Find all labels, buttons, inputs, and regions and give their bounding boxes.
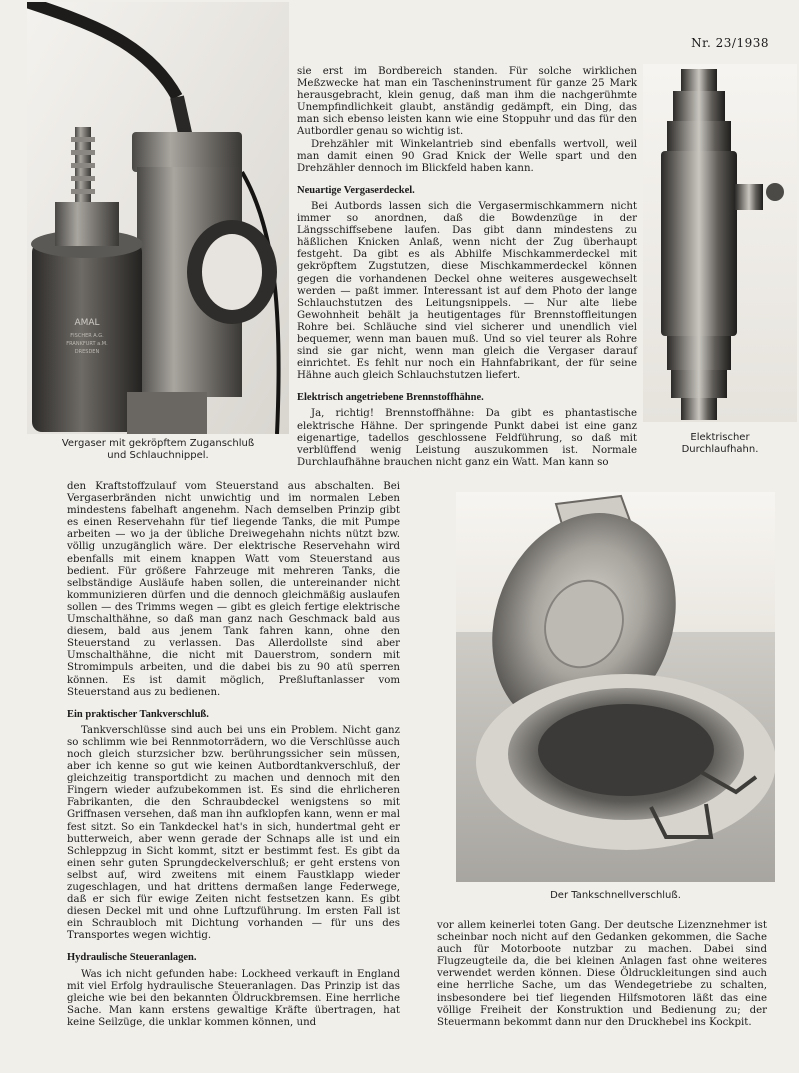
faucet-caption-line-1: Elektrischer — [690, 432, 750, 443]
faucet-photo — [643, 64, 797, 422]
paragraph-brennstoffhaehne: Ja, richtig! Brennstoffhähne: Da gibt es phantastische elektrische Hähne. Der springende Punkt dabei ist eine ganz eigenartige, tadellos geschlossene Feldführung, so daß mit verblüffend wenig Leistung auszukommen ist. Normale Durchlaufhähne brauchen nicht ganz ein Watt. Man kann so — [297, 408, 637, 468]
carburetor-photo — [27, 2, 289, 434]
bowl-label-3: FRANKFURT a.M. — [66, 341, 108, 347]
paragraph-tankverschluss: Tankverschlüsse sind auch bei uns ein Problem. Nicht ganz so schlimm wie bei Rennmotorrädern, wo die Verschlüsse auch noch gleich sturzsicher bzw. berührungssicher sein müssen, aber ich kenne so gut wie keinen Autbordtankverschluß, der gleichzeitig transportdicht zu machen und dennoch mit den Fingern wieder aufzubekommen ist. Es sind die ehrlicheren Fabrikanten, die den Schraubdeckel wenigstens so mit Griffnasen versehen, daß man ihn aufklopfen kann, wenn er mal fest sitzt. So ein Tankdeckel hat's in sich, hundertmal geht er butterweich, aber wenn gerade der Schnaps alle ist und ein Schleppzug in Sicht kommt, sitzt er bestimmt fest. Es gibt da einen sehr guten Sprungdeckelverschluß; er geht erstens von selbst auf, wird zweitens mit einem Faustklapp wieder zugeschlagen, und hat drittens dermaßen lange Federwege, daß er sich für ewige Zeiten nicht festsetzen kann. Es gibt diesen Deckel mit und ohne Luftzuführung. Im ersten Fall ist ein Schraubloch mit Dichtung vorhanden — für uns des Transportes wegen wichtig. — [67, 724, 400, 942]
carburetor-caption-line-1: Vergaser mit gekröpftem Zuganschluß — [61, 438, 255, 449]
bowl-label-4: DRESDEN — [74, 349, 100, 355]
heading-brennstoffhaehne: Elektrisch angetriebene Brennstoffhähne. — [297, 392, 484, 404]
paragraph-drehzaehler: Drehzähler mit Winkelantrieb sind ebenfalls wertvoll, weil man damit einen 90 Grad Knick der Welle spart und den Drehzähler dennoch im Blickfeld haben kann. — [297, 138, 637, 174]
bowl-label-1: AMAL — [74, 318, 100, 328]
tank-cap-caption: Der Tankschnellverschluß. — [550, 890, 681, 901]
right-text-column — [437, 920, 767, 1029]
faucet-caption-line-2: Durchlaufhahn. — [681, 444, 759, 455]
faucet-illustration — [643, 64, 797, 422]
top-text-column — [297, 66, 637, 469]
paragraph-messinstrument: sie erst im Bordbereich standen. Für solche wirklichen Meßzwecke hat man ein Tascheninstrument für ganze 25 Mark herausgebracht, klein genug, daß man ihm die nachgerühmte Unempfindlichkeit glaubt, anständig gedämpft, ein Ding, das man sich ebenso leisten kann wie eine Stoppuhr und das für den Autbordler genau so wichtig ist. — [297, 66, 637, 138]
heading-tankverschluss: Ein praktischer Tankverschluß. — [67, 708, 209, 720]
paragraph-kraftstoffzulauf: den Kraftstoffzulauf vom Steuerstand aus abschalten. Bei Vergaserbränden nicht unwichtig und im normalen Leben mindestens fabelhaft angenehm. Nach demselben Prinzip gibt es einen Reservehahn für tief liegende Tanks, die mit Pumpe arbeiten — wo ja der übliche Dreiwegehahn nichts nützt bzw. völlig unzugänglich wäre. Der elektrische Reservehahn wird ebenfalls mit einem knappen Watt vom Steuerstand aus bedient. Für größere Fahrzeuge mit mehreren Tanks, die selbständige Ausläufe haben sollen, die untereinander nicht kommunizieren dürfen und die dennoch gleichmäßig auslaufen sollen — des Trimms wegen — gibt es gleich fertige elektrische Umschalthähne, so daß man ganz nach Geschmack bald aus diesem, bald aus jenem Tank fahren kann, ohne den Steuerstand zu verlassen. Das Allerdollste sind aber Umschalthähne, die nicht mit Dauerstrom, sondern mit Stromimpuls arbeiten, und die dabei bis zu 90 atü sperren können. Es ist damit möglich, Preßluftanlasser vom Steuerstand aus zu bedienen. — [67, 481, 400, 698]
bowl-label-2: FISCHER A.G. — [70, 333, 104, 339]
paragraph-lizenznehmer: vor allem keinerlei toten Gang. Der deutsche Lizenznehmer ist scheinbar noch nicht auf den Gedanken gekommen, die Sache auch für Motorboote nutzbar zu machen. Dabei sind Flugzeugteile da, die bei kleinen Anlagen fast ohne weiteres verwendet werden können. Diese Öldruckleitungen sind auch eine herrliche Sache, um das Wendegetriebe zu schalten, insbesondere bei tief liegenden Hilfsmotoren läßt das eine völlige Freiheit der Konstruktion und Bedienung zu; der Steuermann bekommt dann nur den Druckhebel ins Kockpit. — [437, 920, 767, 1028]
left-text-column — [67, 481, 400, 1029]
faucet-caption — [650, 432, 790, 456]
tank-cap-illustration — [456, 492, 775, 882]
heading-hydraulik: Hydraulische Steueranlagen. — [67, 952, 197, 964]
paragraph-vergaserdeckel: Bei Autbords lassen sich die Vergasermischkammern nicht immer so anordnen, daß die Bowdenzüge in der Längsschiffsebene laufen. Das gibt dann mindestens zu häßlichen Knicken Anlaß, wenn nicht der Zug überhaupt festgeht. Da gibt es als Abhilfe Mischkammerdeckel mit gekröpftem Zugstutzen, diese Mischkammerdeckel können gegen die vorhandenen Deckel ohne weiteres ausgewechselt werden — paßt immer. Interessant ist auf dem Photo der lange Schlauchstutzen des Leitungsnippels. — Nur alte liebe Gewohnheit behält ja heutigentages für Brennstoffleitungen Rohre bei. Schläuche sind viel sicherer und unendlich viel bequemer, wenn man bauen muß. Und so viel teurer als Rohre sind sie gar nicht, wenn man gleich die Vergaser darauf einrichtet. Es fehlt nur noch ein Hahnfabrikant, der für seine Hähne auch gleich Schlauchstutzen liefert. — [297, 200, 637, 382]
issue-number: Nr. 23/1938 — [691, 36, 769, 50]
heading-vergaserdeckel: Neuartige Vergaserdeckel. — [297, 184, 415, 196]
tank-cap-photo — [456, 492, 775, 882]
carburetor-caption-line-2: und Schlauchnippel. — [107, 450, 209, 461]
carburetor-caption — [27, 438, 289, 462]
paragraph-hydraulik: Was ich nicht gefunden habe: Lockheed verkauft in England mit viel Erfolg hydraulische Steueranlagen. Das Prinzip ist das gleiche wie bei den bekannten Öldruckbremsen. Eine herrliche Sache. Man kann erstens gewaltige Kräfte übertragen, hat keine Seilzüge, die unklar kommen können, und — [67, 968, 400, 1028]
carburetor-illustration — [27, 2, 289, 434]
